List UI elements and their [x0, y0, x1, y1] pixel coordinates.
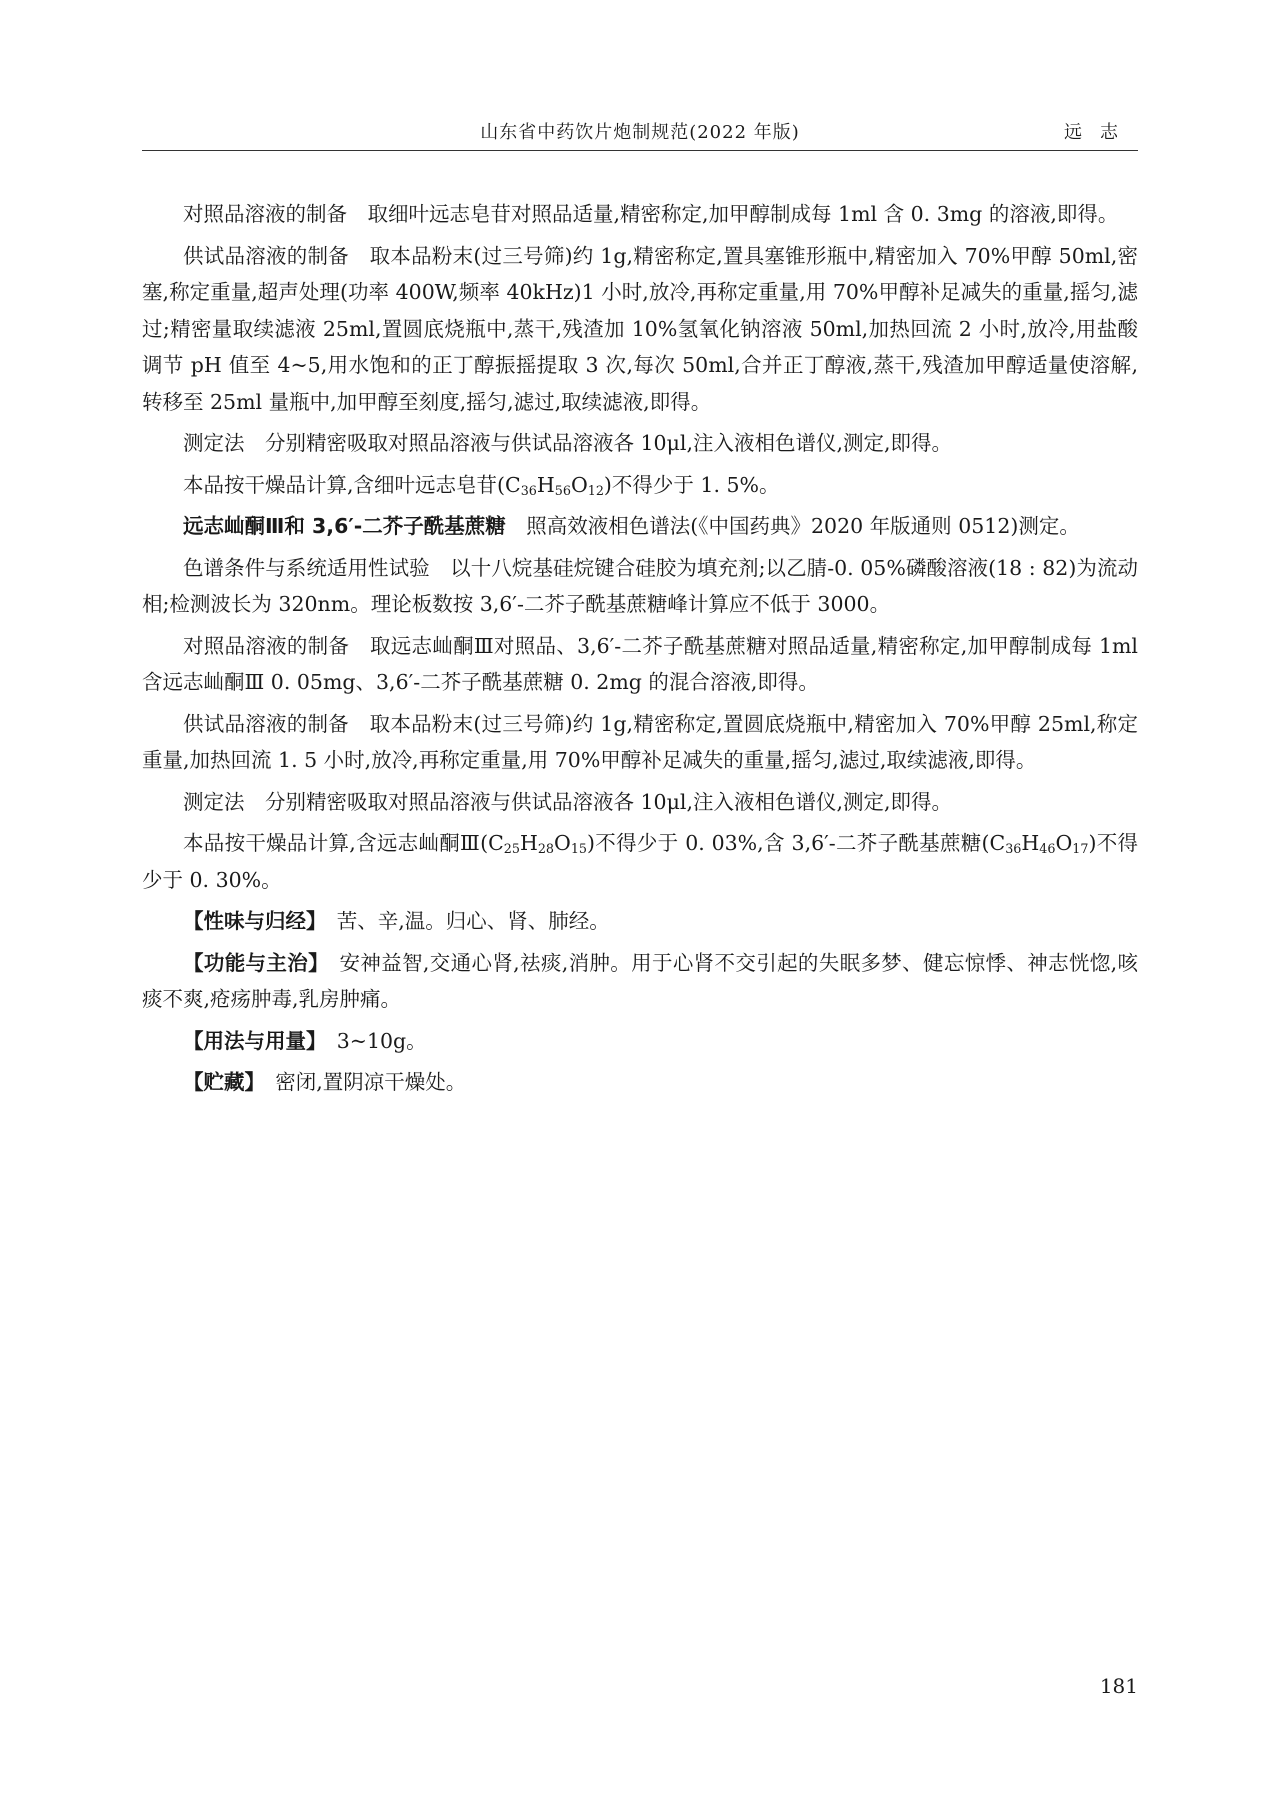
paragraph: 供试品溶液的制备 取本品粉末(过三号筛)约 1g,精密称定,置具塞锥形瓶中,精密加入 70%甲醇 50ml,密塞,称定重量,超声处理(功率 400W,频率 40kHz)1 小时,放冷,再称定重量,用 70%甲醇补足减失的重量,摇匀,滤过;精密量取续滤液 25ml,置圆底烧瓶中,蒸干,残渣加 10%氢氧化钠溶液 50ml,加热回流 2 小时,放冷,用盐酸调节 pH 值至 4~5,用水饱和的正丁醇振摇提取 3 次,每次 50ml,合并正丁醇液,蒸干,残渣加甲醇适量使溶解,转移至 25ml 量瓶中,加甲醇至刻度,摇匀,滤过,取续滤液,即得。	[142, 243, 1138, 414]
paragraph: 测定法 分别精密吸取对照品溶液与供试品溶液各 10μl,注入液相色谱仪,测定,即得。	[183, 789, 953, 814]
section-label: 【功能与主治】	[183, 950, 319, 975]
content-requirement-1: 本品按干燥品计算,含细叶远志皂苷$(C_{36}H_{56}O_{12})$不得少于 1. 5%。	[183, 472, 780, 498]
book-title: 山东省中药饮片炮制规范(2022 年版)	[480, 122, 800, 143]
section-functions: 【功能与主治】 安神益智,交通心肾,祛痰,消肿。用于心肾不交引起的失眠多梦、健忘惊悸、神志恍惚,咳痰不爽,疮疡肿毒,乳房肿痛。	[142, 950, 1138, 1011]
body-text	[142, 196, 1138, 1106]
running-header	[142, 112, 1138, 151]
section-storage: 【贮藏】 密闭,置阴凉干燥处。	[183, 1070, 467, 1094]
section-label: 【贮藏】	[183, 1070, 255, 1094]
page-number: 181	[1099, 1674, 1138, 1698]
section-assay-xanthone: 远志屾酮Ⅲ和 3,6′-二芥子酰基蔗糖 照高效液相色谱法(《中国药典》2020 年版通则 0512)测定。	[183, 514, 1080, 538]
section-lead: 远志屾酮Ⅲ和 3,6′-二芥子酰基蔗糖	[183, 514, 506, 538]
section-properties: 【性味与归经】 苦、辛,温。归心、肾、肺经。	[183, 909, 610, 933]
section-label: 【性味与归经】	[183, 909, 317, 933]
paragraph: 供试品溶液的制备 取本品粉末(过三号筛)约 1g,精密称定,置圆底烧瓶中,精密加入 70%甲醇 25ml,称定重量,加热回流 1. 5 小时,放冷,再称定重量,用 70%甲醇补足减失的重量,摇匀,滤过,取续滤液,即得。	[142, 711, 1138, 772]
section-dosage: 【用法与用量】 3~10g。	[183, 1028, 427, 1053]
paragraph: 测定法 分别精密吸取对照品溶液与供试品溶液各 10μl,注入液相色谱仪,测定,即得。	[183, 431, 953, 455]
paragraph: 色谱条件与系统适用性试验 以十八烷基硅烷键合硅胶为填充剂;以乙腈-0. 05%磷酸溶液(18 : 82)为流动相;检测波长为 320nm。理论板数按 3,6′-二芥子酰基蔗糖峰计算应不低于 3000。	[142, 555, 1138, 616]
paragraph: 对照品溶液的制备 取远志屾酮Ⅲ对照品、3,6′-二芥子酰基蔗糖对照品适量,精密称定,加甲醇制成每 1ml 含远志屾酮Ⅲ 0. 05mg、3,6′-二芥子酰基蔗糖 0. 2mg 的混合溶液,即得。	[142, 633, 1138, 694]
section-label: 【用法与用量】	[183, 1028, 317, 1053]
paragraph: 对照品溶液的制备 取细叶远志皂苷对照品适量,精密称定,加甲醇制成每 1ml 含 0. 3mg 的溶液,即得。	[183, 202, 1119, 226]
content-requirement-2: 本品按干燥品计算,含远志屾酮$Ⅲ(C_{25}H_{28}O_{15})$不得少于 0. 03%,含 3,6′-二芥子酰基蔗糖$(C_{36}H_{46}O_{17})$不得少于 0. 30%。	[142, 831, 1139, 892]
herb-name: 远志	[1064, 122, 1136, 143]
